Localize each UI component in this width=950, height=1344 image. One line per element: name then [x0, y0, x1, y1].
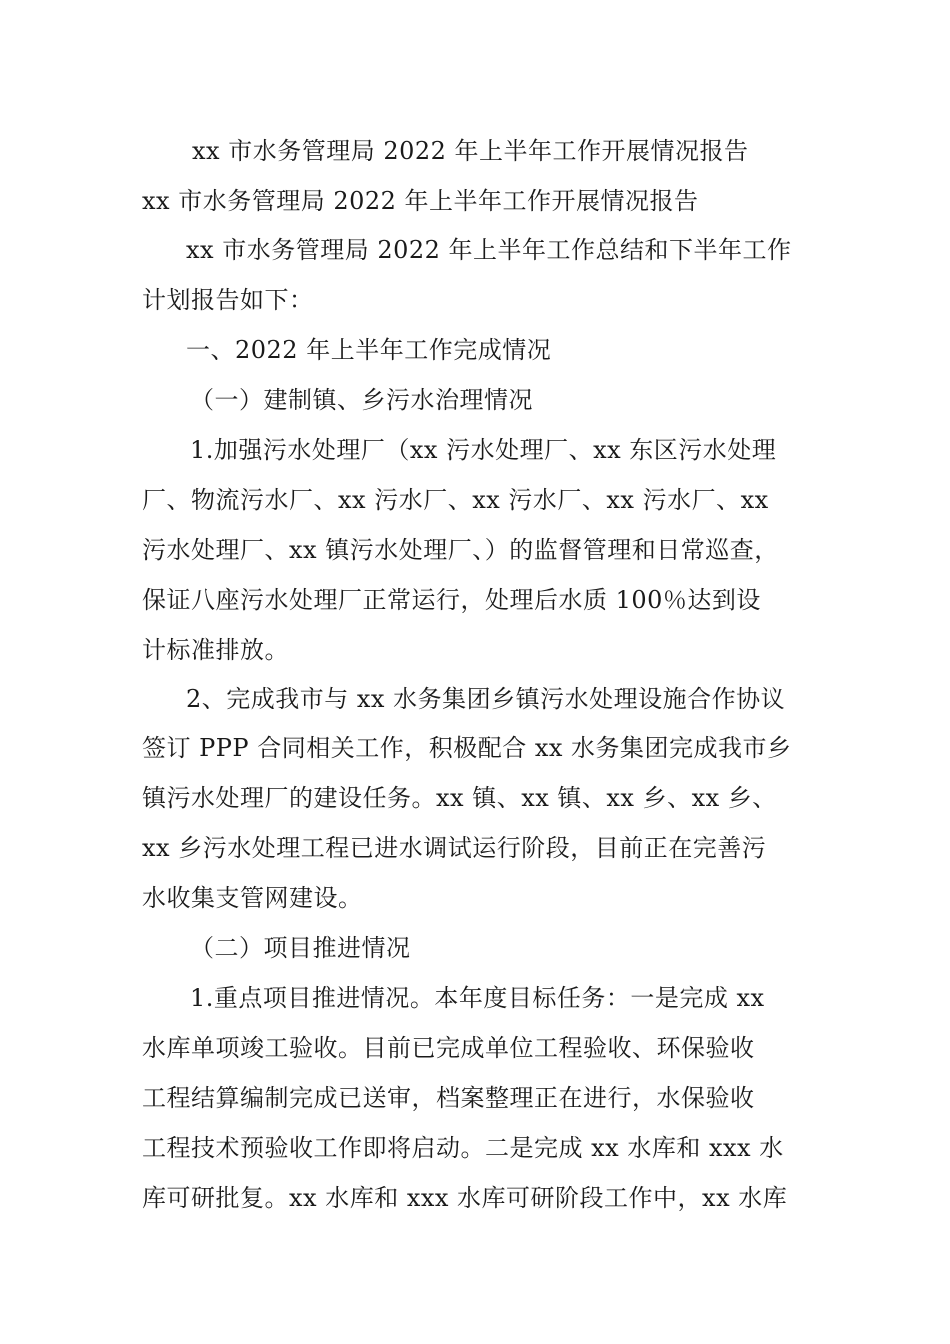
body-line: 厂、物流污水厂、xx 污水厂、xx 污水厂、xx 污水厂、xx [142, 486, 769, 514]
body-line: 工程结算编制完成已送审，档案整理正在进行，水保验收 [142, 1084, 755, 1112]
body-line: 保证八座污水处理厂正常运行，处理后水质 100％达到设 [142, 586, 761, 614]
body-line: 计划报告如下： [142, 286, 314, 314]
body-line: 镇污水处理厂的建设任务。xx 镇、xx 镇、xx 乡、xx 乡、 [142, 784, 777, 812]
body-line: 库可研批复。xx 水库和 xxx 水库可研阶段工作中，xx 水库 [142, 1184, 788, 1212]
body-line: 2、完成我市与 xx 水务集团乡镇污水处理设施合作协议 [186, 685, 786, 713]
body-line: 工程技术预验收工作即将启动。二是完成 xx 水库和 xxx 水 [142, 1134, 784, 1162]
subsection-heading: （二）项目推进情况 [190, 934, 411, 962]
section-heading: 一、2022 年上半年工作完成情况 [186, 336, 552, 364]
body-line: 污水处理厂、xx 镇污水处理厂、）的监督管理和日常巡查， [142, 536, 779, 564]
body-line: 水库单项竣工验收。目前已完成单位工程验收、环保验收 [142, 1034, 755, 1062]
body-line: xx 乡污水处理工程已进水调试运行阶段，目前正在完善污 [142, 834, 767, 862]
body-line: xx 市水务管理局 2022 年上半年工作总结和下半年工作 [186, 236, 792, 264]
body-line: 计标准排放。 [142, 636, 289, 664]
document-title: xx 市水务管理局 2022 年上半年工作开展情况报告 [192, 137, 749, 165]
subsection-heading: （一）建制镇、乡污水治理情况 [190, 386, 533, 414]
body-line: 水收集支管网建设。 [142, 884, 363, 912]
body-line: 1.重点项目推进情况。本年度目标任务：一是完成 xx [190, 984, 765, 1012]
body-line: 1.加强污水处理厂（xx 污水处理厂、xx 东区污水处理 [190, 436, 777, 464]
body-line: 签订 PPP 合同相关工作，积极配合 xx 水务集团完成我市乡 [142, 734, 792, 762]
document-subtitle: xx 市水务管理局 2022 年上半年工作开展情况报告 [142, 187, 699, 215]
